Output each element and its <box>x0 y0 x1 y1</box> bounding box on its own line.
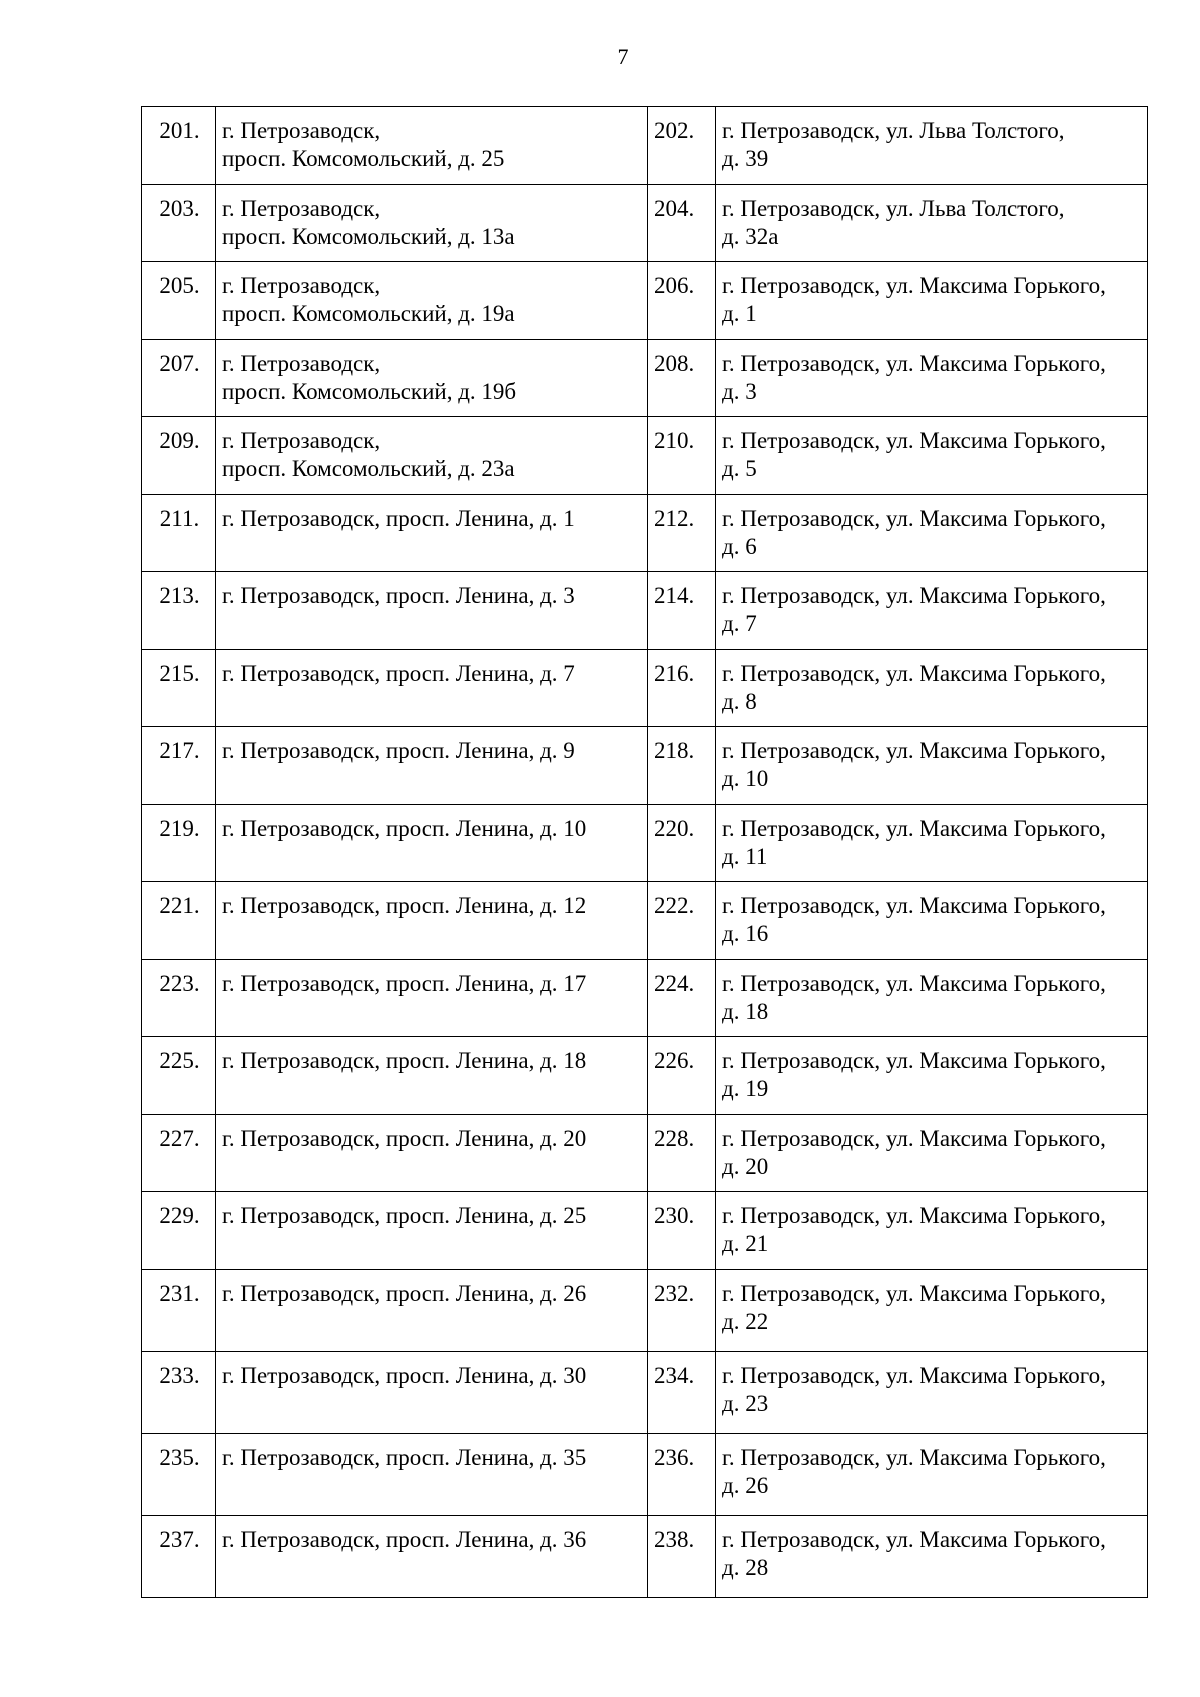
address-cell <box>216 882 648 960</box>
row-number-cell: 238. <box>648 1515 716 1597</box>
table-row <box>142 339 1148 417</box>
row-number-cell: 217. <box>142 727 216 805</box>
table-row <box>142 494 1148 572</box>
address-cell <box>716 417 1148 495</box>
address-line: г. Петрозаводск, ул. Льва Толстого, <box>722 118 1065 143</box>
address-line: г. Петрозаводск, ул. Максима Горького, <box>722 815 1106 841</box>
table-row <box>142 417 1148 495</box>
table-row <box>142 1037 1148 1115</box>
address-line: г. Петрозаводск, <box>222 195 381 221</box>
address-line: г. Петрозаводск, <box>222 428 381 453</box>
table-row <box>142 804 1148 882</box>
row-number-cell: 202. <box>648 107 716 185</box>
address-line: д. 16 <box>722 921 769 946</box>
address-line: г. Петрозаводск, просп. Ленина, д. 26 <box>222 1280 587 1306</box>
address-cell <box>216 262 648 340</box>
row-number-cell: 203. <box>142 184 216 262</box>
address-line: г. Петрозаводск, просп. Ленина, д. 10 <box>222 815 587 841</box>
address-cell <box>716 107 1148 185</box>
row-number-cell: 210. <box>648 417 716 495</box>
address-line: г. Петрозаводск, просп. Ленина, д. 18 <box>222 1048 587 1073</box>
address-line: д. 3 <box>722 378 757 404</box>
row-number-cell: 230. <box>648 1192 716 1270</box>
address-line: д. 19 <box>722 1076 769 1101</box>
row-number-cell: 236. <box>648 1433 716 1515</box>
address-cell <box>216 107 648 185</box>
address-line: г. Петрозаводск, просп. Ленина, д. 9 <box>222 738 575 763</box>
table-row <box>142 572 1148 650</box>
address-cell <box>216 494 648 572</box>
address-line: г. Петрозаводск, просп. Ленина, д. 1 <box>222 505 575 531</box>
address-cell <box>216 1515 648 1597</box>
row-number-cell: 215. <box>142 649 216 727</box>
address-line: просп. Комсомольский, д. 25 <box>222 146 505 171</box>
table-row <box>142 959 1148 1037</box>
address-cell <box>716 339 1148 417</box>
address-line: г. Петрозаводск, <box>222 350 381 376</box>
address-line: д. 28 <box>722 1554 769 1580</box>
address-line: д. 20 <box>722 1153 769 1179</box>
address-line: д. 26 <box>722 1472 769 1498</box>
address-cell <box>716 1351 1148 1433</box>
row-number-cell: 228. <box>648 1114 716 1192</box>
address-line: д. 10 <box>722 766 769 791</box>
address-line: д. 5 <box>722 456 757 481</box>
page-number: 7 <box>617 44 629 69</box>
address-line: д. 11 <box>722 843 768 869</box>
address-line: д. 8 <box>722 688 757 714</box>
table-row <box>142 1433 1148 1515</box>
row-number-cell: 211. <box>142 494 216 572</box>
row-number-cell: 213. <box>142 572 216 650</box>
address-line: г. Петрозаводск, ул. Максима Горького, <box>722 1048 1106 1073</box>
address-cell <box>216 727 648 805</box>
address-line: д. 23 <box>722 1390 769 1416</box>
address-line: г. Петрозаводск, <box>222 273 381 298</box>
address-line: г. Петрозаводск, ул. Максима Горького, <box>722 893 1106 918</box>
table-row <box>142 184 1148 262</box>
address-line: г. Петрозаводск, ул. Максима Горького, <box>722 1203 1106 1228</box>
address-line: просп. Комсомольский, д. 19б <box>222 378 517 404</box>
address-line: г. Петрозаводск, <box>222 118 381 143</box>
table-row <box>142 727 1148 805</box>
address-line: д. 7 <box>722 611 757 636</box>
address-table <box>141 106 1148 1598</box>
address-line: г. Петрозаводск, просп. Ленина, д. 17 <box>222 970 587 996</box>
row-number-cell: 227. <box>142 1114 216 1192</box>
row-number-cell: 216. <box>648 649 716 727</box>
row-number-cell: 223. <box>142 959 216 1037</box>
row-number-cell: 224. <box>648 959 716 1037</box>
address-line: г. Петрозаводск, ул. Максима Горького, <box>722 428 1106 453</box>
row-number-cell: 212. <box>648 494 716 572</box>
address-line: г. Петрозаводск, ул. Максима Горького, <box>722 970 1106 996</box>
address-cell <box>716 1269 1148 1351</box>
table-row <box>142 1515 1148 1597</box>
address-cell <box>216 417 648 495</box>
address-line: д. 32а <box>722 223 779 249</box>
table-row <box>142 1114 1148 1192</box>
row-number-cell: 234. <box>648 1351 716 1433</box>
address-line: г. Петрозаводск, просп. Ленина, д. 3 <box>222 583 575 608</box>
row-number-cell: 232. <box>648 1269 716 1351</box>
row-number-cell: 214. <box>648 572 716 650</box>
table-row <box>142 882 1148 960</box>
address-line: просп. Комсомольский, д. 19а <box>222 301 515 326</box>
address-cell <box>216 1351 648 1433</box>
table-row <box>142 107 1148 185</box>
address-line: г. Петрозаводск, ул. Максима Горького, <box>722 273 1106 298</box>
address-line: г. Петрозаводск, просп. Ленина, д. 12 <box>222 893 587 918</box>
address-line: г. Петрозаводск, просп. Ленина, д. 35 <box>222 1444 587 1470</box>
address-line: г. Петрозаводск, просп. Ленина, д. 30 <box>222 1362 587 1388</box>
address-line: д. 1 <box>722 301 757 326</box>
address-line: г. Петрозаводск, просп. Ленина, д. 25 <box>222 1203 587 1228</box>
address-line: д. 6 <box>722 533 757 559</box>
row-number-cell: 219. <box>142 804 216 882</box>
address-cell <box>216 1037 648 1115</box>
address-cell <box>716 649 1148 727</box>
row-number-cell: 235. <box>142 1433 216 1515</box>
row-number-cell: 237. <box>142 1515 216 1597</box>
address-cell <box>216 184 648 262</box>
row-number-cell: 208. <box>648 339 716 417</box>
row-number-cell: 225. <box>142 1037 216 1115</box>
table-body <box>142 107 1148 1598</box>
address-cell <box>216 339 648 417</box>
address-cell <box>216 804 648 882</box>
address-cell <box>716 959 1148 1037</box>
row-number-cell: 209. <box>142 417 216 495</box>
address-cell <box>716 727 1148 805</box>
address-line: г. Петрозаводск, ул. Максима Горького, <box>722 1444 1106 1470</box>
address-cell <box>216 959 648 1037</box>
address-line: г. Петрозаводск, просп. Ленина, д. 36 <box>222 1526 587 1552</box>
address-cell <box>716 262 1148 340</box>
row-number-cell: 220. <box>648 804 716 882</box>
address-cell <box>716 1192 1148 1270</box>
address-cell <box>216 1433 648 1515</box>
address-cell <box>216 1114 648 1192</box>
address-line: д. 39 <box>722 146 769 171</box>
row-number-cell: 231. <box>142 1269 216 1351</box>
row-number-cell: 222. <box>648 882 716 960</box>
row-number-cell: 201. <box>142 107 216 185</box>
row-number-cell: 218. <box>648 727 716 805</box>
table-row <box>142 262 1148 340</box>
address-line: г. Петрозаводск, ул. Максима Горького, <box>722 505 1106 531</box>
address-line: г. Петрозаводск, ул. Максима Горького, <box>722 738 1106 763</box>
address-cell <box>716 882 1148 960</box>
address-line: г. Петрозаводск, ул. Максима Горького, <box>722 1362 1106 1388</box>
address-cell <box>716 804 1148 882</box>
address-line: просп. Комсомольский, д. 13а <box>222 223 515 249</box>
address-cell <box>716 1037 1148 1115</box>
row-number-cell: 204. <box>648 184 716 262</box>
row-number-cell: 207. <box>142 339 216 417</box>
address-line: г. Петрозаводск, ул. Максима Горького, <box>722 1125 1106 1151</box>
address-line: г. Петрозаводск, просп. Ленина, д. 7 <box>222 660 575 686</box>
row-number-cell: 233. <box>142 1351 216 1433</box>
address-line: г. Петрозаводск, ул. Максима Горького, <box>722 1280 1106 1306</box>
row-number-cell: 205. <box>142 262 216 340</box>
address-cell <box>716 1433 1148 1515</box>
address-line: д. 21 <box>722 1231 769 1256</box>
address-line: д. 18 <box>722 998 769 1024</box>
address-line: д. 22 <box>722 1308 769 1334</box>
table-row <box>142 1192 1148 1270</box>
address-line: г. Петрозаводск, ул. Максима Горького, <box>722 350 1106 376</box>
address-cell <box>216 1269 648 1351</box>
address-cell <box>716 184 1148 262</box>
address-cell <box>716 1114 1148 1192</box>
row-number-cell: 206. <box>648 262 716 340</box>
address-line: просп. Комсомольский, д. 23а <box>222 456 515 481</box>
address-line: г. Петрозаводск, ул. Льва Толстого, <box>722 195 1065 221</box>
row-number-cell: 221. <box>142 882 216 960</box>
table-row <box>142 649 1148 727</box>
address-cell <box>716 1515 1148 1597</box>
address-cell <box>216 1192 648 1270</box>
table-row <box>142 1351 1148 1433</box>
row-number-cell: 226. <box>648 1037 716 1115</box>
address-cell <box>716 494 1148 572</box>
address-cell <box>216 572 648 650</box>
address-cell <box>716 572 1148 650</box>
address-cell <box>216 649 648 727</box>
address-line: г. Петрозаводск, просп. Ленина, д. 20 <box>222 1125 587 1151</box>
address-line: г. Петрозаводск, ул. Максима Горького, <box>722 583 1106 608</box>
address-line: г. Петрозаводск, ул. Максима Горького, <box>722 660 1106 686</box>
row-number-cell: 229. <box>142 1192 216 1270</box>
address-line: г. Петрозаводск, ул. Максима Горького, <box>722 1526 1106 1552</box>
table-row <box>142 1269 1148 1351</box>
